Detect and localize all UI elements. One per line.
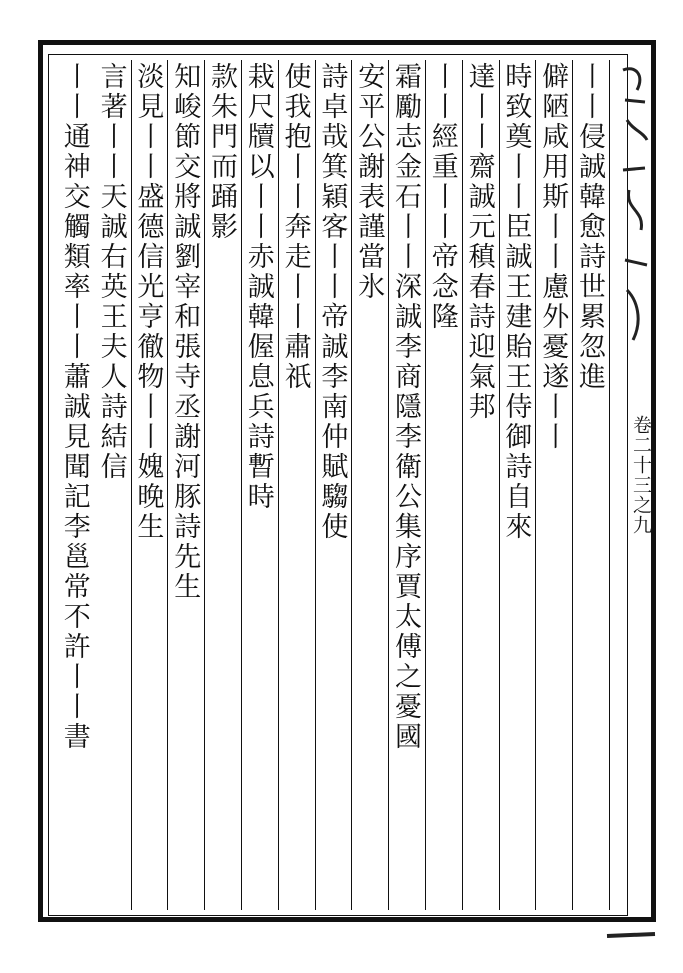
text-column	[242, 60, 279, 910]
column-text: 栽尺牘以丨丨赤誠韓偓息兵詩暫時	[242, 62, 274, 512]
column-text: 使我抱丨丨奔走丨丨肅祇	[279, 62, 311, 392]
text-columns	[58, 60, 610, 910]
text-column	[58, 60, 95, 910]
column-text: 詩卓哉箕穎客丨丨帝誠李南仲賦騶使	[316, 62, 348, 542]
text-column	[352, 60, 389, 910]
column-text: 霜勵志金石丨丨深誠李商隱李衛公集序賈太傅之憂國	[389, 62, 421, 752]
column-text: 言著丨丨天誠右英王夫人詩結信	[95, 62, 127, 482]
column-text: 丨丨侵誠韓愈詩世累忽進	[573, 62, 605, 392]
text-column	[168, 60, 205, 910]
text-column	[573, 60, 610, 910]
text-column	[279, 60, 316, 910]
column-text: 淡見丨丨盛德信光亨徹物丨丨媿晚生	[132, 62, 164, 542]
text-column	[205, 60, 242, 910]
bottom-ink-mark	[605, 930, 660, 940]
column-text: 丨丨通神交觸類率丨丨蕭誠見聞記李邕常不許丨丨書	[58, 62, 90, 752]
margin-title: 卷二十三之九	[630, 415, 652, 535]
text-column	[536, 60, 573, 910]
column-text: 丨丨經重丨丨帝念隆	[426, 62, 458, 332]
column-text: 安平公謝表謹當氷	[353, 62, 385, 302]
text-column	[95, 60, 132, 910]
column-text: 款朱門而踊影	[205, 62, 237, 242]
margin-ink-marks	[615, 60, 655, 360]
column-text: 時致奠丨丨臣誠王建貽王侍御詩自來	[500, 62, 532, 542]
text-column	[463, 60, 500, 910]
text-column	[316, 60, 353, 910]
text-column	[132, 60, 169, 910]
text-column	[500, 60, 537, 910]
text-column	[426, 60, 463, 910]
column-text: 達丨丨齋誠元稹春詩迎氣邦	[463, 62, 495, 422]
column-text: 知峻節交將誠劉宰和張寺丞謝河豚詩先生	[169, 62, 201, 602]
text-column	[389, 60, 426, 910]
column-text: 僻陋咸用斯丨丨慮外憂遂丨丨	[537, 62, 569, 452]
